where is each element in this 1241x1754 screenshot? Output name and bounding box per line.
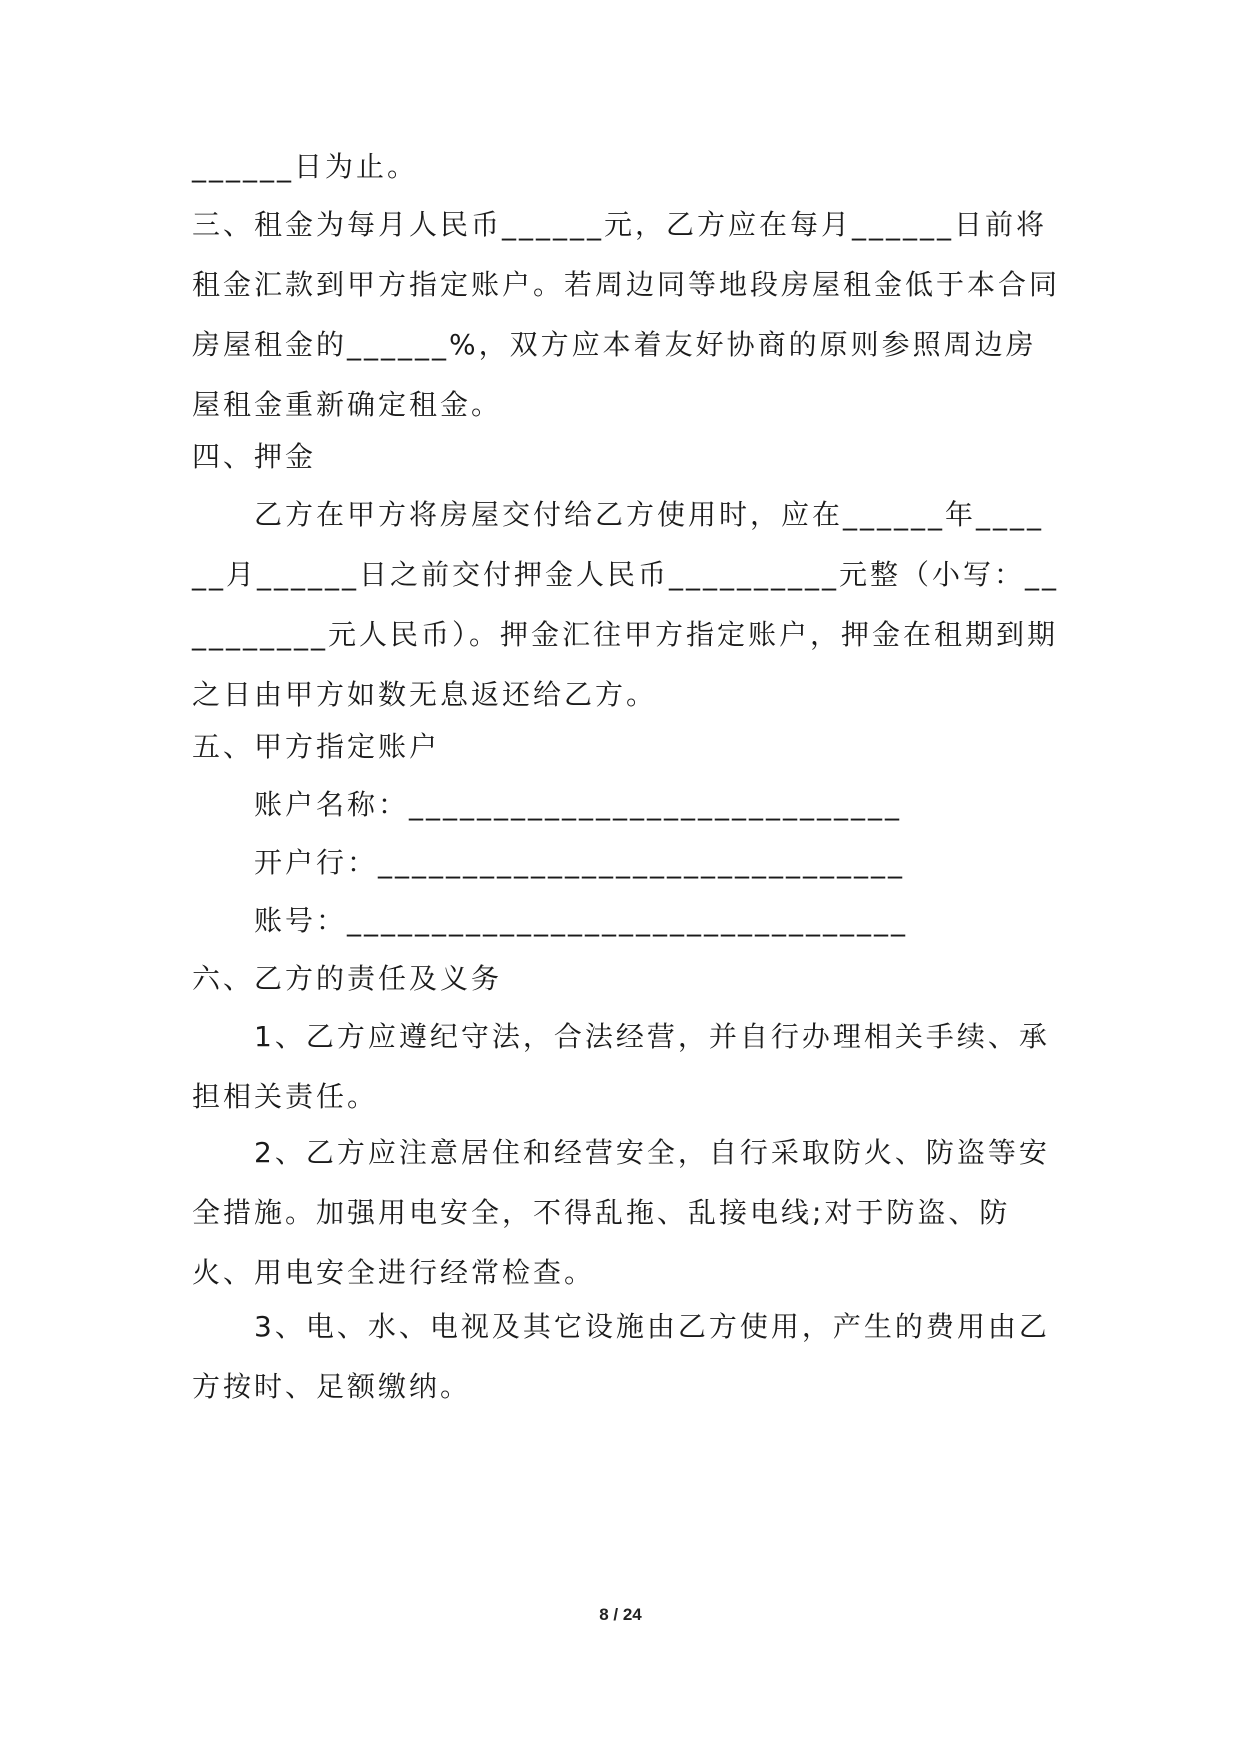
account-name-line: 账户名称：_____________________________ bbox=[254, 788, 903, 821]
clause-four-heading: 四、押金 bbox=[192, 440, 317, 473]
clause-five-heading: 五、甲方指定账户 bbox=[192, 730, 441, 763]
account-number-line: 账号：_________________________________ bbox=[254, 904, 909, 937]
clause-three-rent: 三、租金为每月人民币______元，乙方应在每月______日前将租金汇款到甲方指定账户。若周边同等地段房屋租金低于本合同房屋租金的______%，双方应本着友好协商的原则参照周边房屋租金重新确定租金。 bbox=[192, 208, 1061, 421]
bank-name-line: 开户行：_______________________________ bbox=[254, 846, 906, 879]
clause-six-item-2: 2、乙方应注意居住和经营安全，自行采取防火、防盗等安全措施。加强用电安全，不得乱拖、乱接电线;对于防盗、防火、用电安全进行经常检查。 bbox=[192, 1136, 1050, 1289]
page-number: 8 / 24 bbox=[599, 1605, 642, 1624]
clause-four-deposit: 乙方在甲方将房屋交付给乙方使用时，应在______年______月______日之前交付押金人民币__________元整（小写：__________元人民币）。押金汇往甲方指定账户，押金在租期到期之日由甲方如数无息返还给乙方。 bbox=[192, 498, 1060, 711]
clause-six-item-1: 1、乙方应遵纪守法，合法经营，并自行办理相关手续、承担相关责任。 bbox=[192, 1020, 1050, 1113]
clause-six-heading: 六、乙方的责任及义务 bbox=[192, 962, 503, 995]
clause-two-tail: ______日为止。 bbox=[192, 150, 419, 183]
clause-six-item-3: 3、电、水、电视及其它设施由乙方使用，产生的费用由乙方按时、足额缴纳。 bbox=[192, 1310, 1050, 1403]
